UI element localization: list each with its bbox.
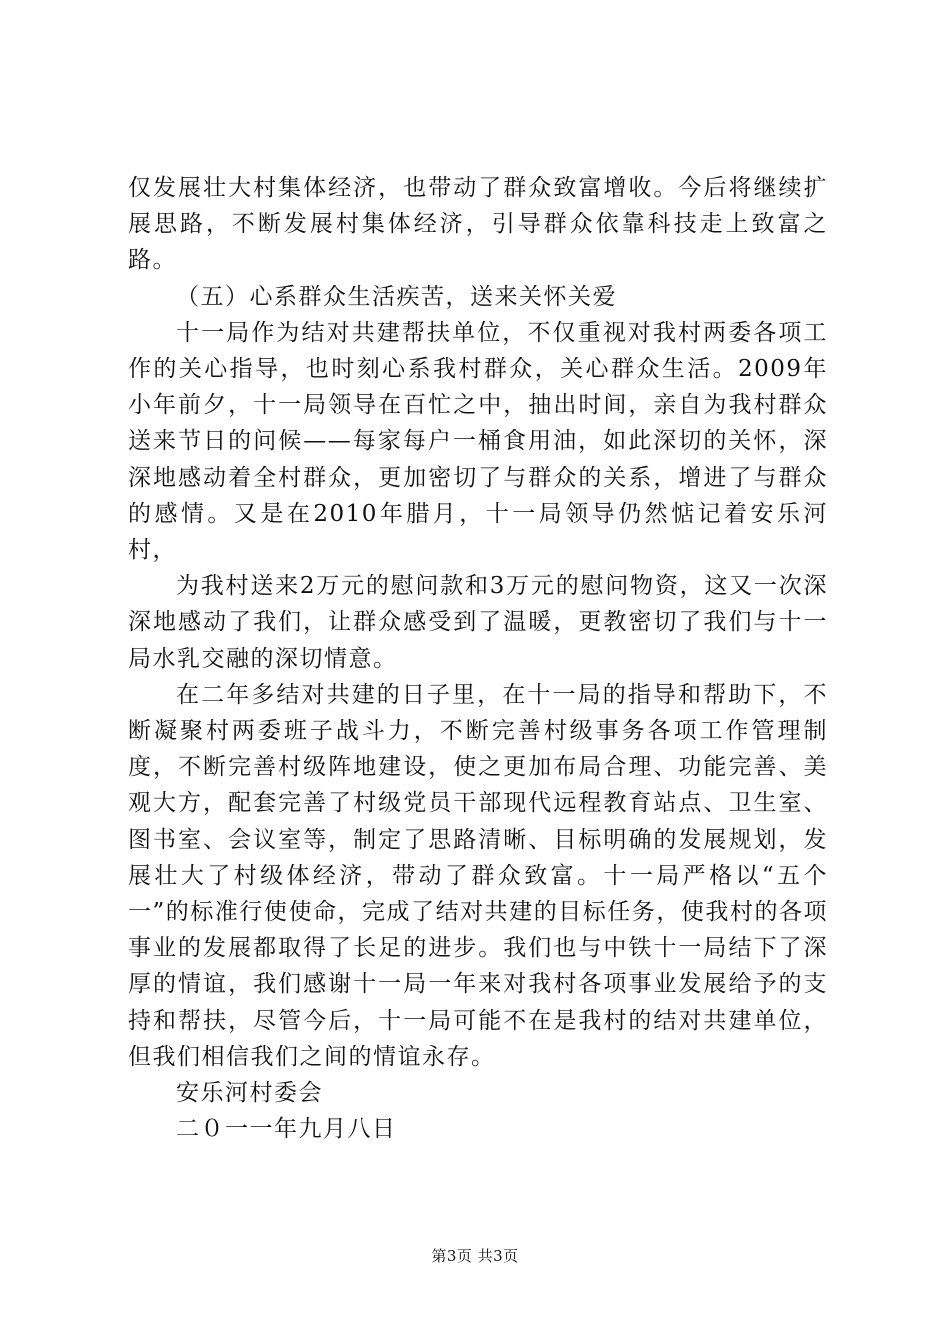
document-body bbox=[128, 170, 828, 1147]
paragraph-care: 十一局作为结对共建帮扶单位，不仅重视对我村两委各项工作的关心指导，也时刻心系我村群众，关心群众生活。2009年小年前夕，十一局领导在百忙之中，抽出时间，亲自为我村群众送来节日的问候——每家每户一桶食用油，如此深切的关怀，深深地感动着全村群众，更加密切了与群众的关系，增进了与群众的感情。又是在2010年腊月，十一局领导仍然惦记着安乐河村， bbox=[128, 319, 828, 564]
paragraph-continuation: 仅发展壮大村集体经济，也带动了群众致富增收。今后将继续扩展思路，不断发展村集体经济，引导群众依靠科技走上致富之路。 bbox=[128, 175, 828, 274]
page-number-footer: 第3页 共3页 bbox=[431, 1247, 519, 1265]
paragraph-donation: 为我村送来2万元的慰问款和3万元的慰问物资，这又一次深深地感动了我们，让群众感受到了温暖，更教密切了我们与十一局水乳交融的深切情意。 bbox=[128, 573, 828, 672]
signature-organization: 安乐河村委会 bbox=[176, 1080, 323, 1107]
section-heading: （五）心系群众生活疾苦，送来关怀关爱 bbox=[176, 283, 617, 310]
signature-date: 二０一一年九月八日 bbox=[176, 1116, 397, 1143]
paragraph-summary: 在二年多结对共建的日子里，在十一局的指导和帮助下，不断凝聚村两委班子战斗力，不断完善村级事务各项工作管理制度，不断完善村级阵地建设，使之更加布局合理、功能完善、美观大方，配套完善了村级党员干部现代远程教育站点、卫生室、图书室、会议室等，制定了思路清晰、目标明确的发展规划，发展壮大了村级体经济，带动了群众致富。十一局严格以“五个一”的标准行使使命，完成了结对共建的目标任务，使我村的各项事业的发展都取得了长足的进步。我们也与中铁十一局结下了深厚的情谊，我们感谢十一局一年来对我村各项事业发展给予的支持和帮扶，尽管今后，十一局可能不在是我村的结对共建单位，但我们相信我们之间的情谊永存。 bbox=[128, 681, 828, 1070]
